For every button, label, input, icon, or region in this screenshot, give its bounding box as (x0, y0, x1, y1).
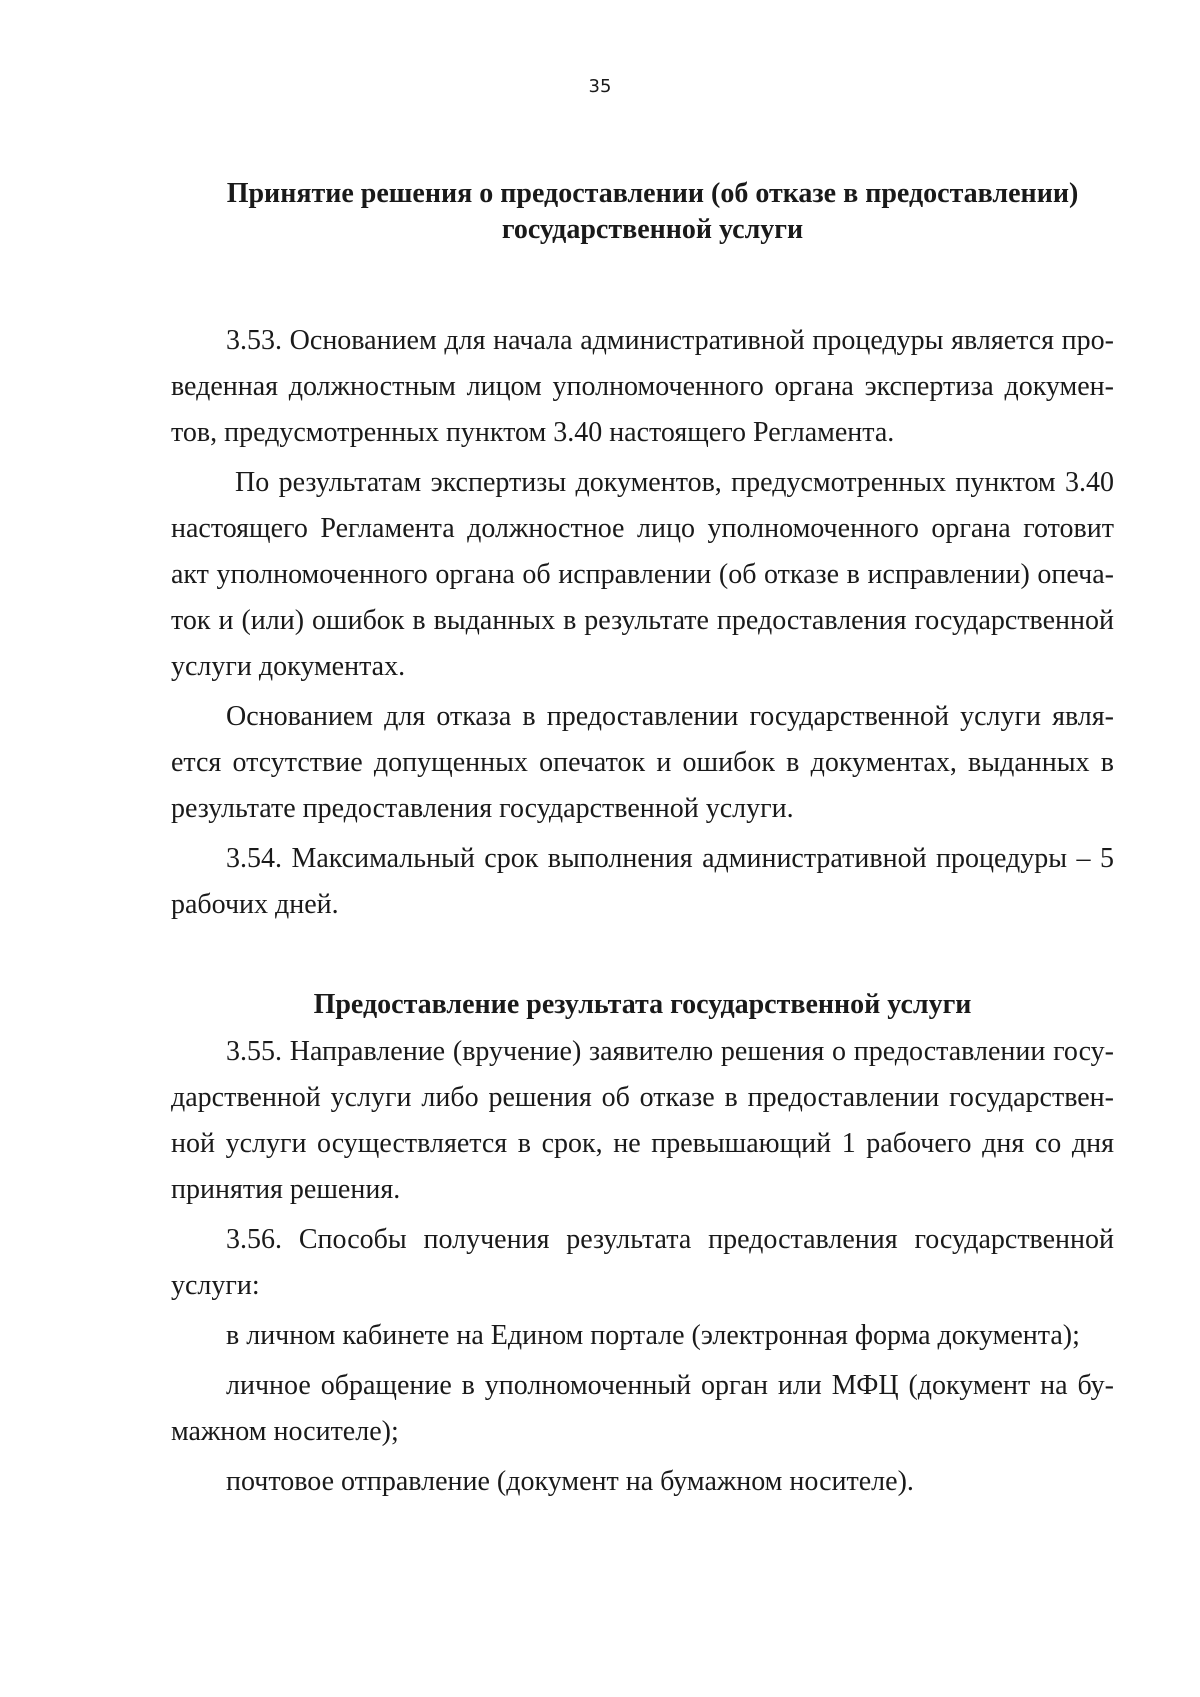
paragraph-expertise-results: По результатам экспертизы документов, предусмотренных пунктом 3.40 настоящего Регламента должностное лицо уполномоченного органа готовит акт уполномоченного органа об исправлении (об отказе в исправлении) опечаток и (или) ошибок в выданных в результате предоставления государственной услуги документах. (171, 467, 1114, 682)
document-body (171, 176, 1114, 1509)
section-title-decision (171, 176, 1114, 248)
section-title-result: Предоставление результата государственной услуги (313, 989, 972, 1020)
paragraph-3-54: 3.54. Максимальный срок выполнения административной процедуры – 5 рабочих дней. (171, 843, 1114, 920)
section-title-decision-line2: государственной услуги (501, 214, 804, 245)
section-title-decision-line1: Принятие решения о предоставлении (об отказе в предоставлении) (226, 178, 1079, 209)
paragraph-3-53: 3.53. Основанием для начала административной процедуры является проведенная должностным лицом уполномоченного органа экспертиза документов, предусмотренных пунктом 3.40 настоящего Регламента. (171, 325, 1114, 448)
spacer (171, 932, 1114, 987)
paragraph-refusal-grounds: Основанием для отказа в предоставлении государственной услуги является отсутствие допущенных опечаток и ошибок в документах, выданных в результате предоставления государственной услуги. (171, 701, 1114, 824)
list-item-portal: в личном кабинете на Едином портале (электронная форма документа); (226, 1320, 1080, 1351)
spacer (171, 248, 1114, 318)
paragraph-3-56: 3.56. Способы получения результата предоставления государственной услуги: (171, 1224, 1114, 1301)
page-number: 35 (588, 76, 612, 97)
list-item-postal: почтовое отправление (документ на бумажном носителе). (226, 1466, 914, 1497)
list-item-personal-visit: личное обращение в уполномоченный орган или МФЦ (документ на бумажном носителе); (171, 1370, 1114, 1447)
paragraph-3-55: 3.55. Направление (вручение) заявителю решения о предоставлении государственной услуги либо решения об отказе в предоставлении государственной услуги осуществляется в срок, не превышающий 1 рабочего дня со дня принятия решения. (171, 1036, 1114, 1205)
